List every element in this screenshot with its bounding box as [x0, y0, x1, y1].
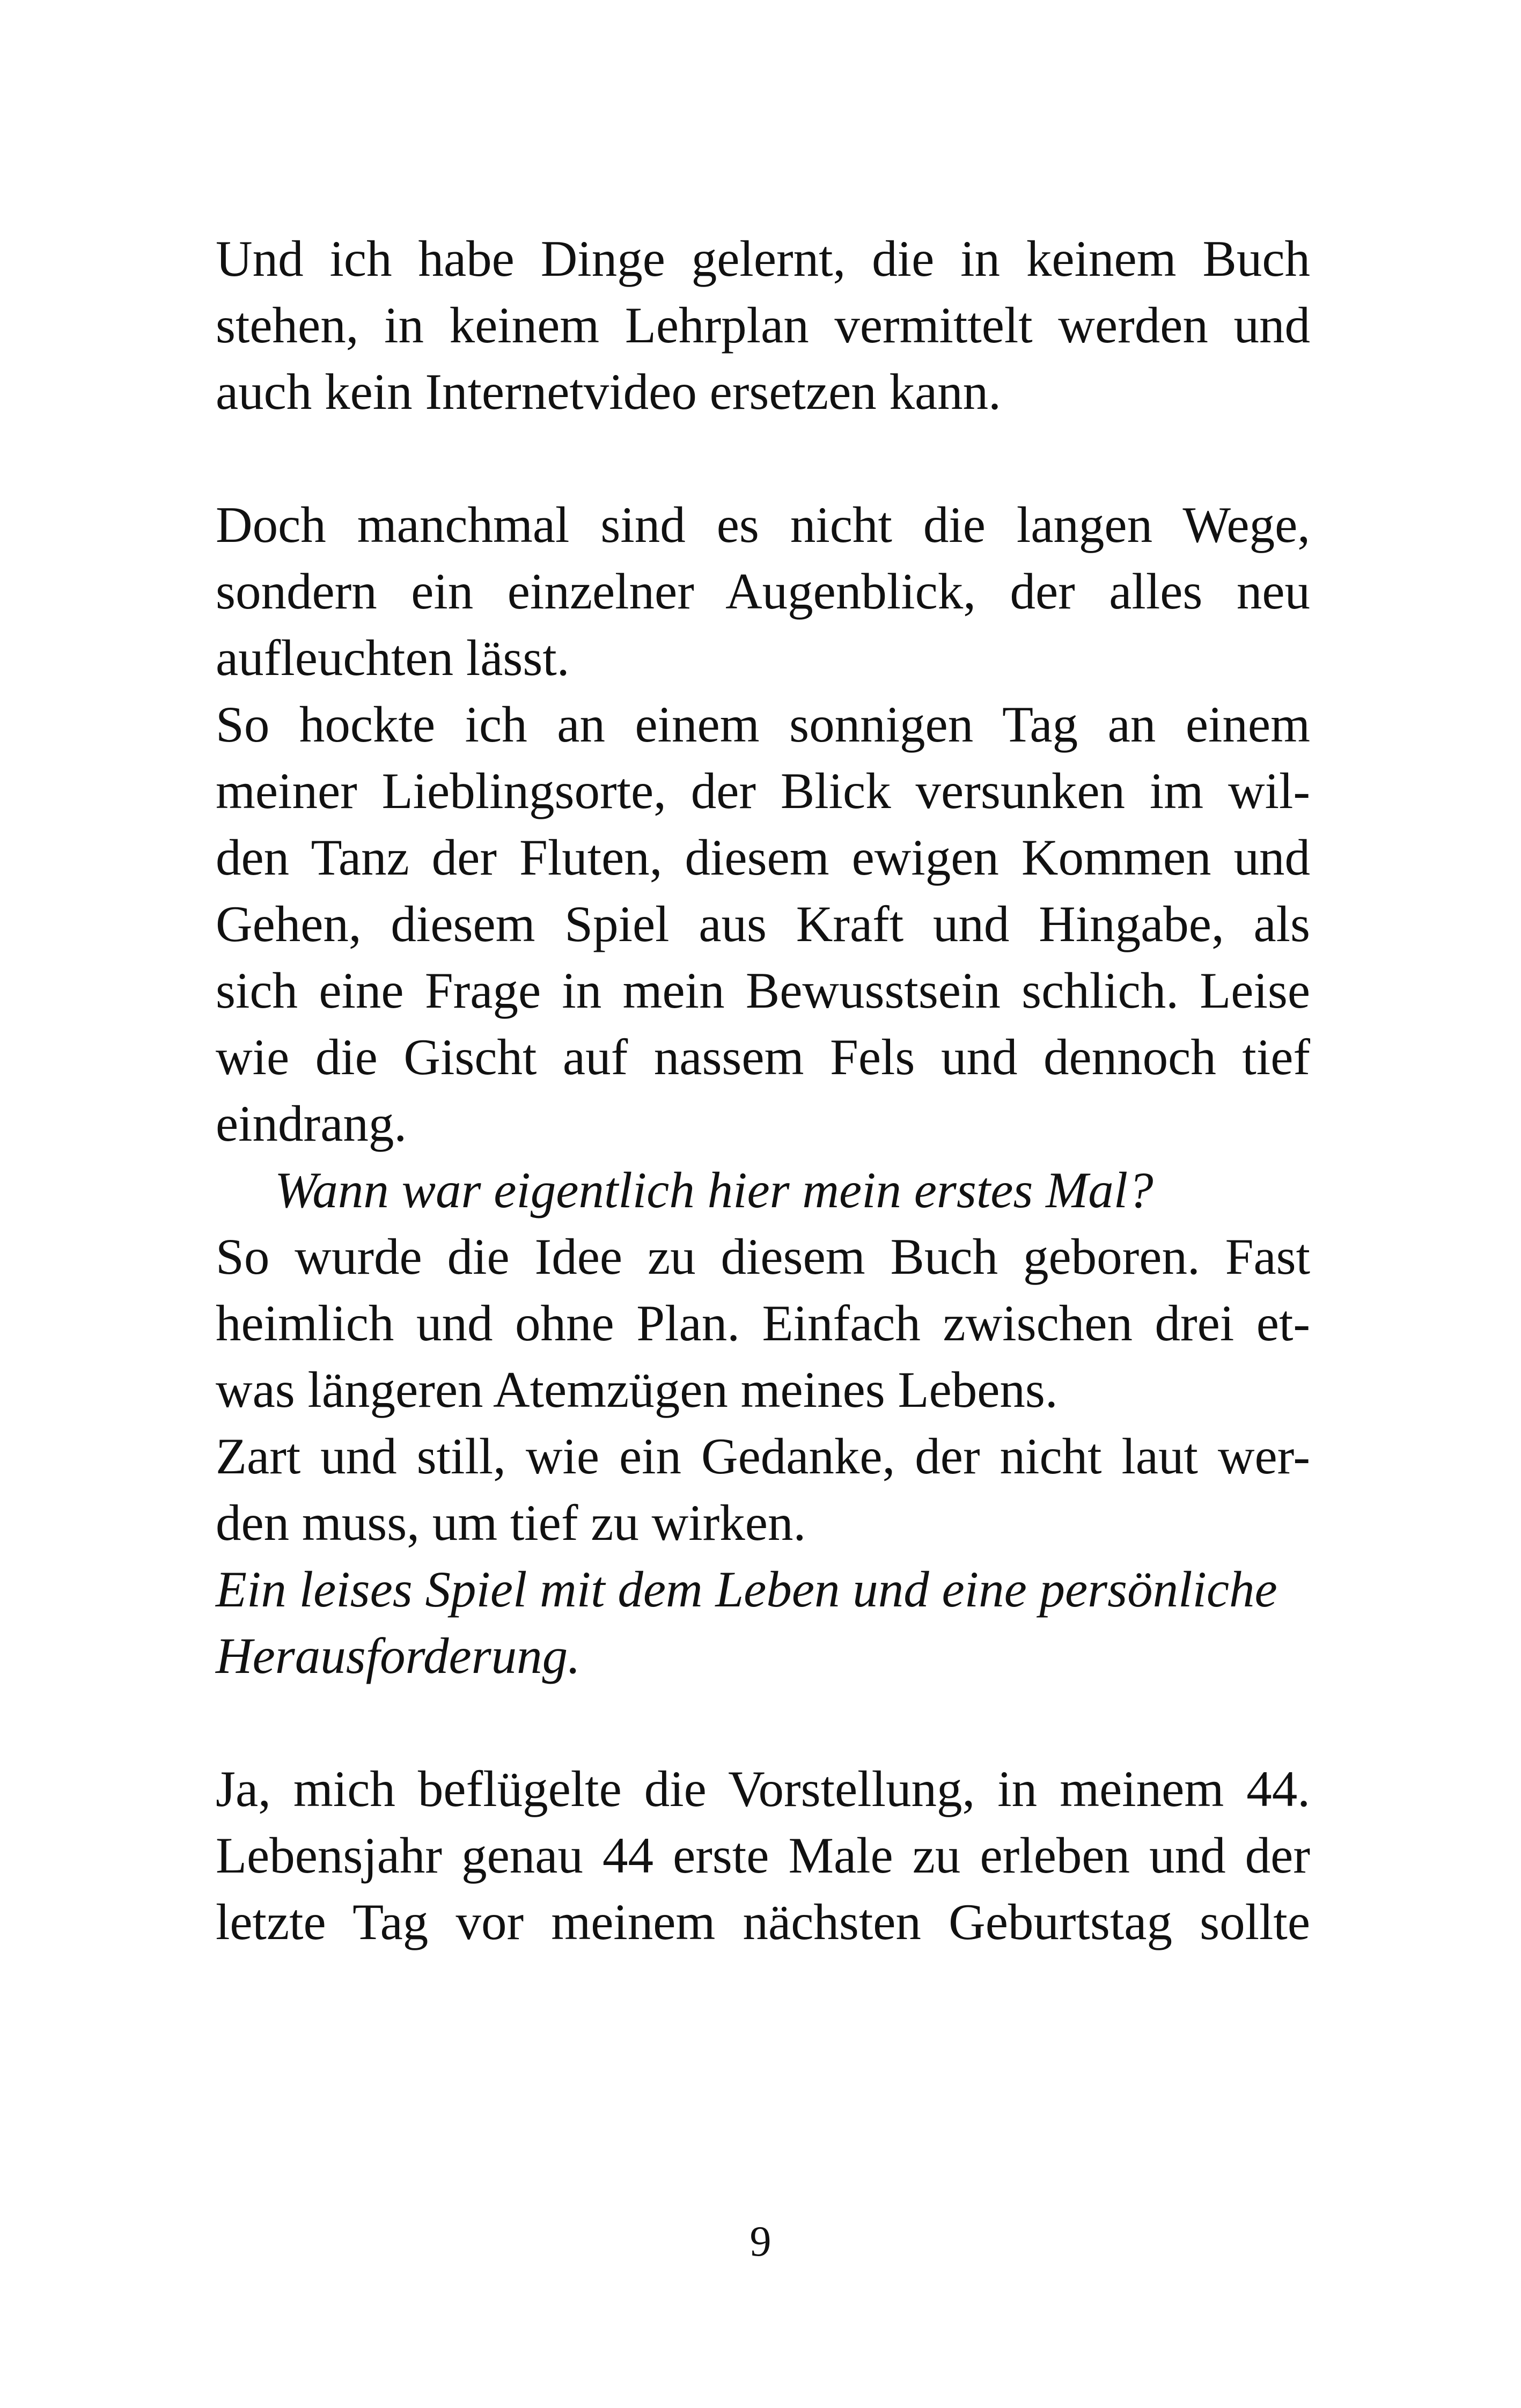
text-line: Und ich habe Dinge gelernt, die in keinem Buch	[216, 230, 1310, 287]
text-line: den muss, um tief zu wirken.	[216, 1494, 806, 1551]
paragraph-gap	[216, 425, 1310, 491]
italic-line: Herausforderung.	[216, 1627, 581, 1684]
text-line: stehen, in keinem Lehrplan vermittelt werden und	[216, 297, 1310, 354]
page-number: 9	[750, 2218, 771, 2265]
text-line: heimlich und ohne Plan. Einfach zwischen drei et-	[216, 1295, 1310, 1352]
text-line: den Tanz der Fluten, diesem ewigen Kommen und	[216, 829, 1310, 886]
text-line: letzte Tag vor meinem nächsten Geburtstag sollte	[216, 1893, 1310, 1950]
body-text	[216, 225, 1310, 1955]
paragraph-gap	[216, 1689, 1310, 1756]
text-line: wie die Gischt auf nassem Fels und dennoch tief	[216, 1029, 1310, 1085]
text-line: Ja, mich beflügelte die Vorstellung, in meinem 44.	[216, 1760, 1310, 1817]
text-line: was längeren Atemzügen meines Lebens.	[216, 1361, 1058, 1418]
text-line: So hockte ich an einem sonnigen Tag an einem	[216, 696, 1310, 753]
text-line: auch kein Internetvideo ersetzen kann.	[216, 363, 1001, 420]
question-line: Wann war eigentlich hier mein erstes Mal?	[275, 1162, 1153, 1218]
text-line: Gehen, diesem Spiel aus Kraft und Hingabe, als	[216, 895, 1310, 952]
italic-line: Ein leises Spiel mit dem Leben und eine persönliche	[216, 1561, 1277, 1618]
text-line: Zart und still, wie ein Gedanke, der nicht laut wer-	[216, 1428, 1310, 1485]
text-line: aufleuchten lässt.	[216, 629, 570, 686]
text-line: sondern ein einzelner Augenblick, der alles neu	[216, 563, 1310, 620]
text-line: Lebensjahr genau 44 erste Male zu erleben und der	[216, 1827, 1310, 1884]
text-line: sich eine Frage in mein Bewusstsein schlich. Leise	[216, 962, 1310, 1019]
text-line: So wurde die Idee zu diesem Buch geboren. Fast	[216, 1228, 1310, 1285]
text-line: meiner Lieblingsorte, der Blick versunken im wil-	[216, 762, 1310, 819]
text-line: Doch manchmal sind es nicht die langen Wege,	[216, 496, 1310, 553]
text-line: eindrang.	[216, 1095, 407, 1152]
